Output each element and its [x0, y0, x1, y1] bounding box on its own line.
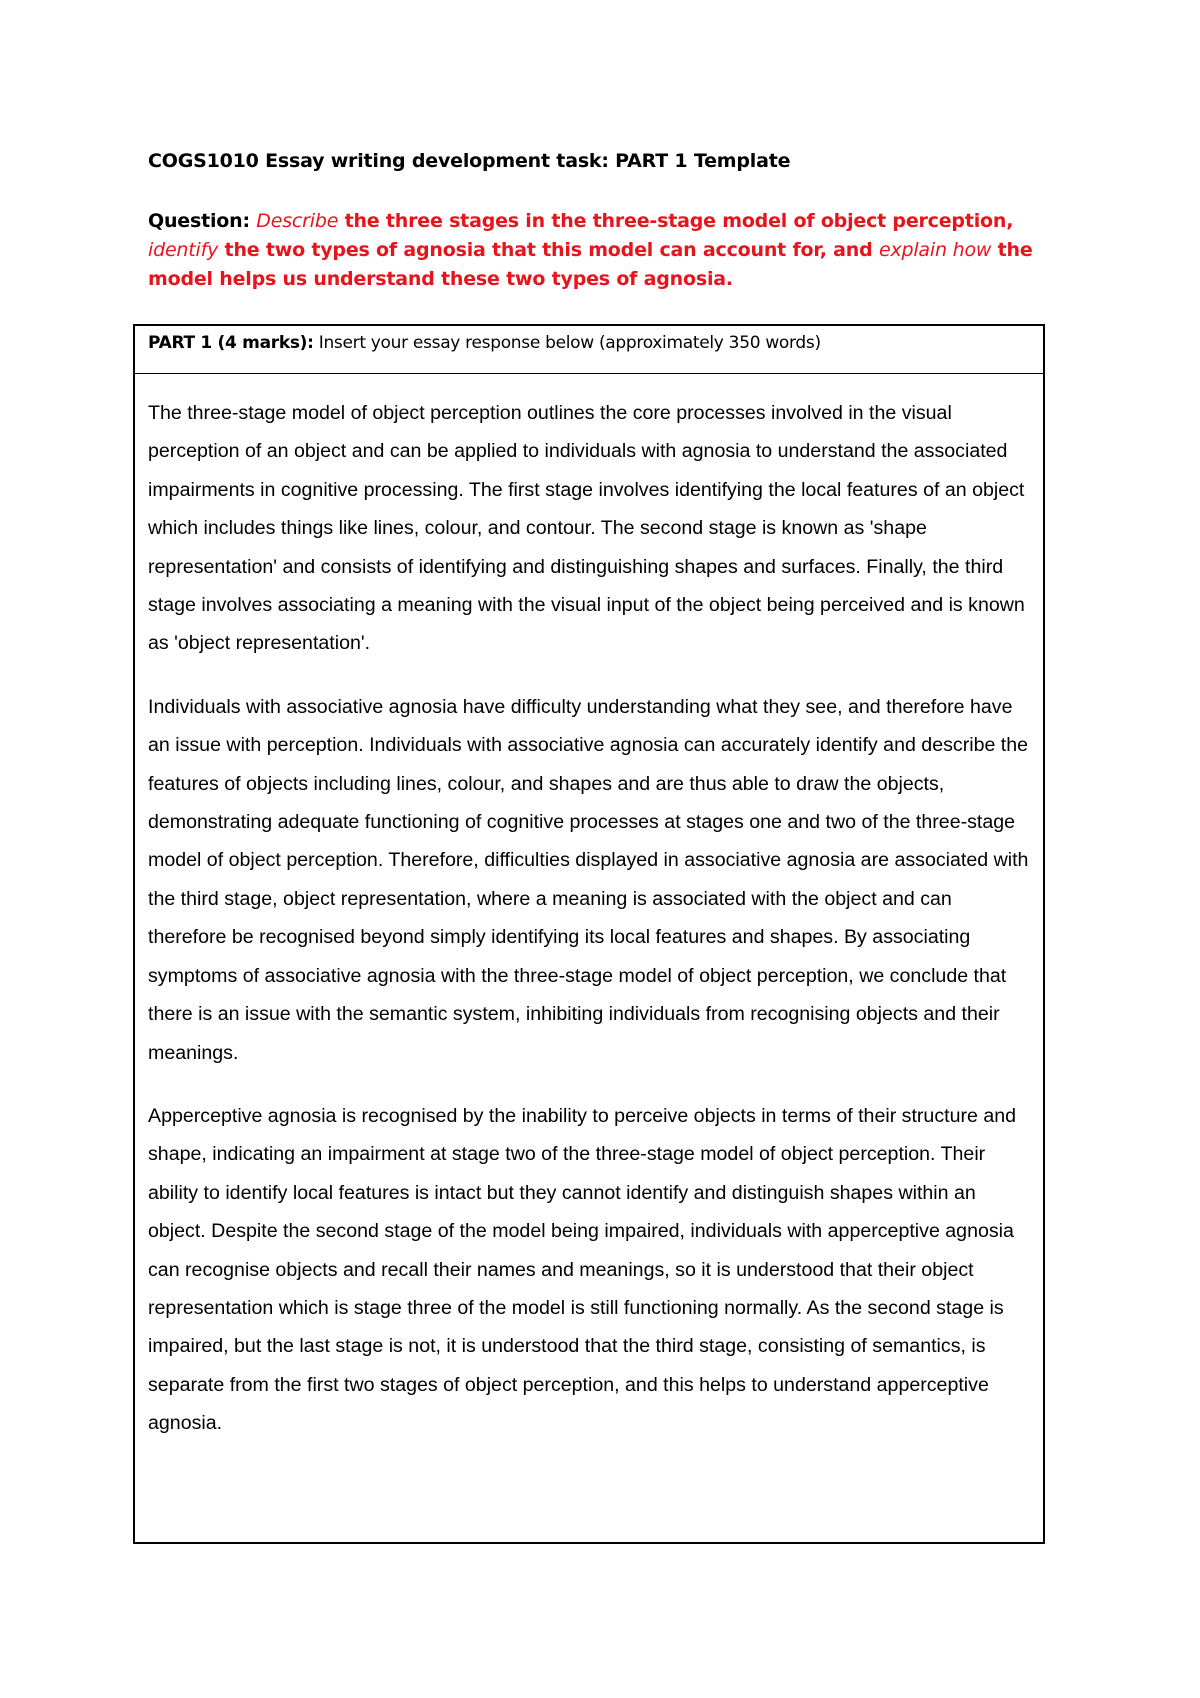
document-title: COGS1010 Essay writing development task: PART 1 Template [148, 150, 791, 172]
table-header [135, 326, 1043, 374]
question-identify: identify [148, 239, 219, 261]
response-table [133, 324, 1045, 1544]
question-label: Question: [148, 210, 250, 232]
question-part1: the three stages in the three-stage model of object perception, [338, 210, 1014, 232]
essay-paragraph-2: Individuals with associative agnosia have difficulty understanding what they see, and therefore have an issue with perception. Individuals with associative agnosia can accurately identify and describe the features of objects including lines, colour, and shapes and are thus able to draw the objects, demonstrating adequate functioning of cognitive processes at stages one and two of the three-stage model of object perception. Therefore, difficulties displayed in associative agnosia are associated with the third stage, object representation, where a meaning is associated with the object and can therefore be recognised beyond simply identifying its local features and shapes. By associating symptoms of associative agnosia with the three-stage model of object perception, we conclude that there is an issue with the semantic system, inhibiting individuals from recognising objects and their meanings. [148, 695, 1029, 1064]
essay-paragraph-3: Apperceptive agnosia is recognised by the inability to perceive objects in terms of their structure and shape, indicating an impairment at stage two of the three-stage model of object perception. Their ability to identify local features is intact but they cannot identify and distinguish shapes within an object. Despite the second stage of the model being impaired, individuals with apperceptive agnosia can recognise objects and recall their names and meanings, so it is understood that their object representation which is stage three of the model is still functioning normally. As the second stage is impaired, but the last stage is not, it is understood that the third stage, consisting of semantics, is separate from the first two stages of object perception, and this helps to understand apperceptive agnosia. [148, 1104, 1017, 1435]
table-header-text: Insert your essay response below (approximately 350 words) [313, 333, 821, 353]
question-part2: the two types of agnosia that this model can account for, and [218, 239, 879, 261]
essay-paragraph-1: The three-stage model of object perception outlines the core processes involved in the visual perception of an object and can be applied to individuals with agnosia to understand the associated impairments in cognitive processing. The first stage involves identifying the local features of an object which includes things like lines, colour, and contour. The second stage is known as 'shape representation' and consists of identifying and distinguishing shapes and surfaces. Finally, the third stage involves associating a meaning with the visual input of the object being perceived and is known as 'object representation'. [148, 402, 1025, 655]
essay-response [135, 374, 1043, 1443]
question-part3: the model helps us understand these two types of agnosia. [148, 239, 1033, 290]
question-explain-how: explain how [878, 239, 992, 261]
table-header-bold: PART 1 (4 marks): [148, 333, 314, 353]
question-describe: Describe [256, 210, 339, 232]
question-text [148, 207, 1048, 294]
